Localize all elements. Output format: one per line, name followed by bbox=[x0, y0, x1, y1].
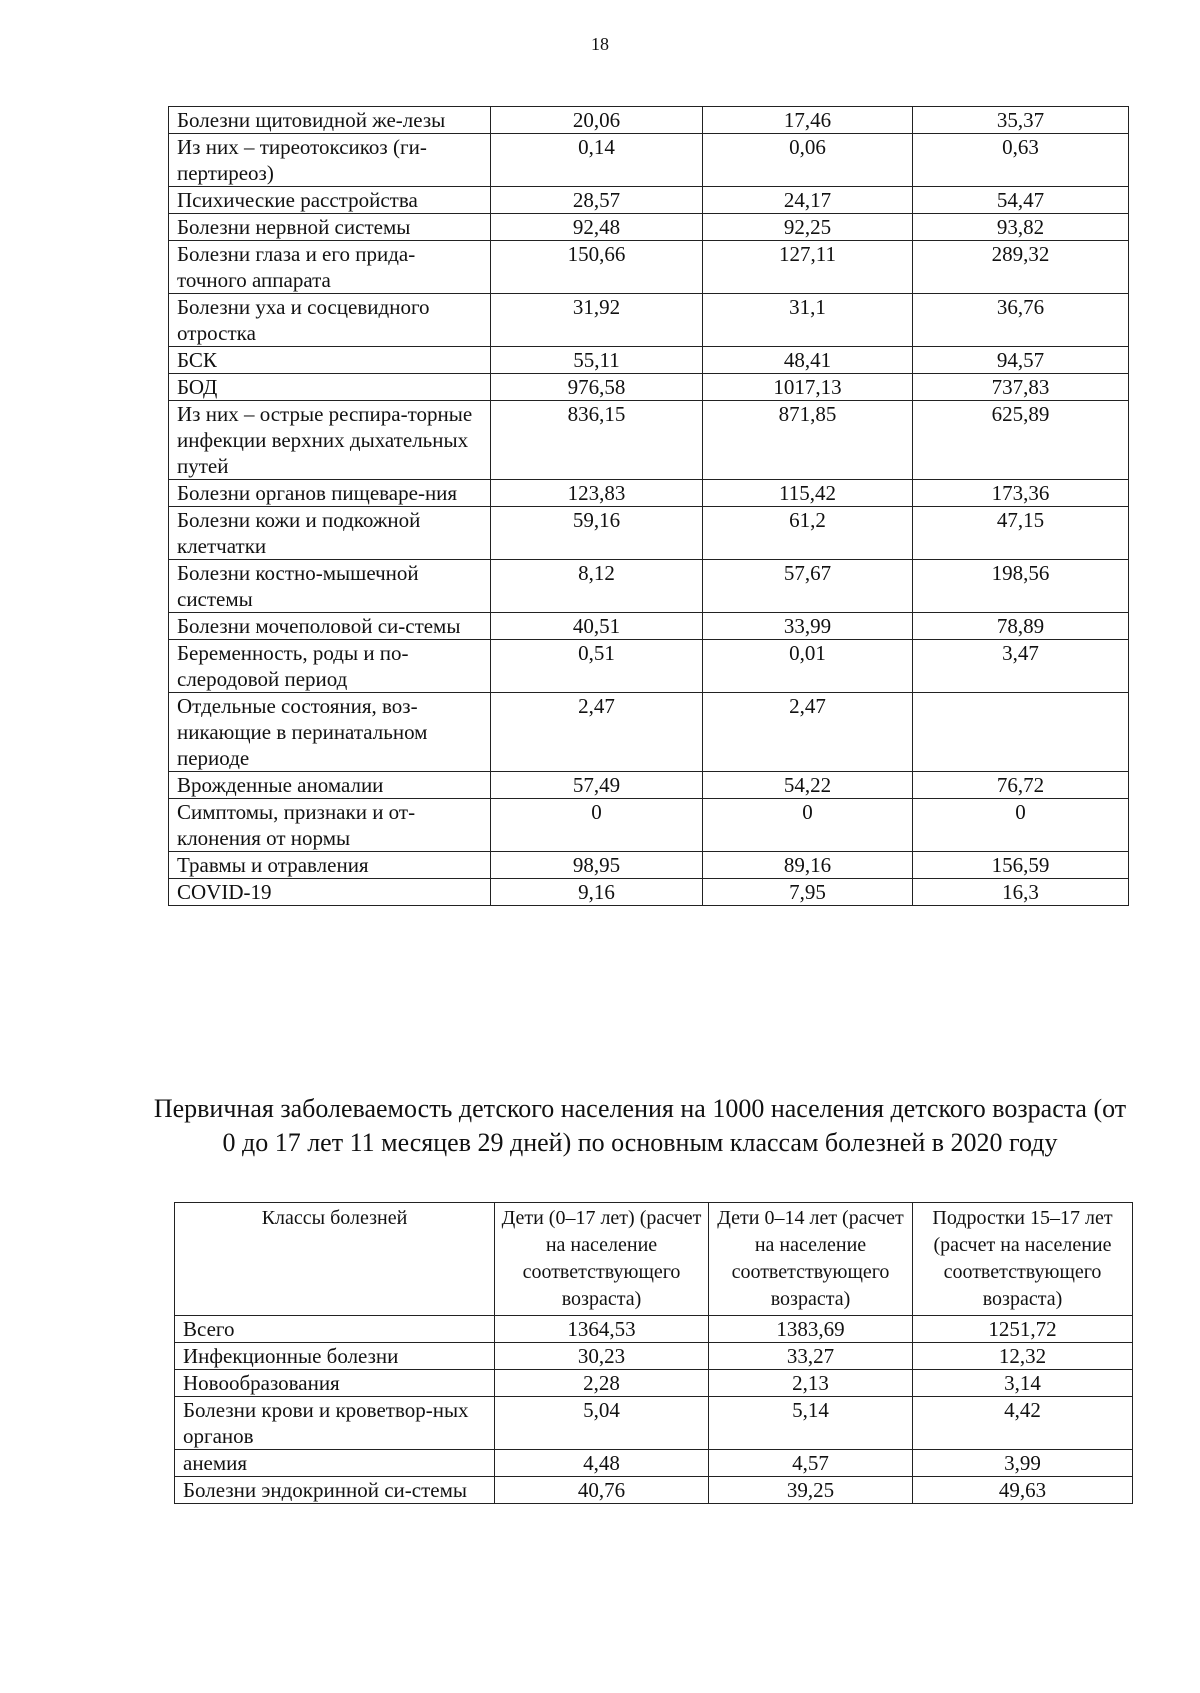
value-cell: 40,51 bbox=[491, 613, 703, 640]
value-cell: 1017,13 bbox=[703, 374, 913, 401]
table-row bbox=[169, 401, 1129, 480]
value-cell: 0 bbox=[913, 799, 1129, 852]
value-cell: 39,25 bbox=[709, 1477, 913, 1504]
table-row bbox=[169, 347, 1129, 374]
value-cell bbox=[913, 693, 1129, 772]
value-cell: 12,32 bbox=[913, 1343, 1133, 1370]
value-cell: 59,16 bbox=[491, 507, 703, 560]
child-morbidity-table bbox=[174, 1202, 1133, 1504]
value-cell: 5,14 bbox=[709, 1397, 913, 1450]
table-row bbox=[169, 560, 1129, 613]
value-cell: 94,57 bbox=[913, 347, 1129, 374]
value-cell: 2,13 bbox=[709, 1370, 913, 1397]
value-cell: 198,56 bbox=[913, 560, 1129, 613]
value-cell: 33,27 bbox=[709, 1343, 913, 1370]
value-cell: 93,82 bbox=[913, 214, 1129, 241]
value-cell: 115,42 bbox=[703, 480, 913, 507]
table-row bbox=[169, 507, 1129, 560]
value-cell: 61,2 bbox=[703, 507, 913, 560]
value-cell: 54,22 bbox=[703, 772, 913, 799]
value-cell: 3,47 bbox=[913, 640, 1129, 693]
column-header-children-0-14: Дети 0–14 лет (расчет на население соответствующего возраста) bbox=[709, 1203, 913, 1316]
value-cell: 48,41 bbox=[703, 347, 913, 374]
value-cell: 33,99 bbox=[703, 613, 913, 640]
disease-class-cell: Болезни щитовидной же-лезы bbox=[169, 107, 491, 134]
value-cell: 0 bbox=[703, 799, 913, 852]
table-row bbox=[169, 107, 1129, 134]
disease-class-cell: Психические расстройства bbox=[169, 187, 491, 214]
value-cell: 24,17 bbox=[703, 187, 913, 214]
column-header-disease-class: Классы болезней bbox=[175, 1203, 495, 1316]
value-cell: 30,23 bbox=[495, 1343, 709, 1370]
value-cell: 98,95 bbox=[491, 852, 703, 879]
table-row bbox=[175, 1343, 1133, 1370]
disease-class-cell: БОД bbox=[169, 374, 491, 401]
value-cell: 1383,69 bbox=[709, 1316, 913, 1343]
value-cell: 78,89 bbox=[913, 613, 1129, 640]
disease-class-cell: Новообразования bbox=[175, 1370, 495, 1397]
value-cell: 40,76 bbox=[495, 1477, 709, 1504]
disease-class-cell: анемия bbox=[175, 1450, 495, 1477]
disease-class-cell: Врожденные аномалии bbox=[169, 772, 491, 799]
value-cell: 4,48 bbox=[495, 1450, 709, 1477]
table-row bbox=[169, 294, 1129, 347]
value-cell: 89,16 bbox=[703, 852, 913, 879]
disease-class-cell: Беременность, роды и по-слеродовой период bbox=[169, 640, 491, 693]
disease-class-cell: Болезни кожи и подкожной клетчатки bbox=[169, 507, 491, 560]
value-cell: 55,11 bbox=[491, 347, 703, 374]
disease-class-cell: БСК bbox=[169, 347, 491, 374]
value-cell: 3,14 bbox=[913, 1370, 1133, 1397]
disease-class-cell: COVID-19 bbox=[169, 879, 491, 906]
disease-class-cell: Болезни мочеполовой си-стемы bbox=[169, 613, 491, 640]
value-cell: 57,49 bbox=[491, 772, 703, 799]
value-cell: 836,15 bbox=[491, 401, 703, 480]
disease-class-cell: Болезни эндокринной си-стемы bbox=[175, 1477, 495, 1504]
disease-class-cell: Из них – тиреотоксикоз (ги-пертиреоз) bbox=[169, 134, 491, 187]
value-cell: 17,46 bbox=[703, 107, 913, 134]
disease-class-cell: Болезни нервной системы bbox=[169, 214, 491, 241]
value-cell: 16,3 bbox=[913, 879, 1129, 906]
value-cell: 4,57 bbox=[709, 1450, 913, 1477]
value-cell: 31,92 bbox=[491, 294, 703, 347]
page-number: 18 bbox=[591, 34, 609, 54]
value-cell: 4,42 bbox=[913, 1397, 1133, 1450]
value-cell: 7,95 bbox=[703, 879, 913, 906]
value-cell: 289,32 bbox=[913, 241, 1129, 294]
table-row bbox=[175, 1397, 1133, 1450]
value-cell: 976,58 bbox=[491, 374, 703, 401]
value-cell: 49,63 bbox=[913, 1477, 1133, 1504]
column-header-adolescents-15-17: Подростки 15–17 лет (расчет на население соответствующего возраста) bbox=[913, 1203, 1133, 1316]
table-row bbox=[169, 693, 1129, 772]
table-row bbox=[175, 1477, 1133, 1504]
value-cell: 0,14 bbox=[491, 134, 703, 187]
table-row bbox=[169, 772, 1129, 799]
value-cell: 737,83 bbox=[913, 374, 1129, 401]
table-row bbox=[175, 1316, 1133, 1343]
disease-class-cell: Из них – острые респира-торные инфекции верхних дыхательных путей bbox=[169, 401, 491, 480]
value-cell: 47,15 bbox=[913, 507, 1129, 560]
disease-class-cell: Инфекционные болезни bbox=[175, 1343, 495, 1370]
value-cell: 1364,53 bbox=[495, 1316, 709, 1343]
table-row bbox=[175, 1450, 1133, 1477]
value-cell: 1251,72 bbox=[913, 1316, 1133, 1343]
value-cell: 54,47 bbox=[913, 187, 1129, 214]
value-cell: 2,47 bbox=[703, 693, 913, 772]
table-row bbox=[169, 852, 1129, 879]
value-cell: 57,67 bbox=[703, 560, 913, 613]
disease-class-cell: Болезни костно-мышечной системы bbox=[169, 560, 491, 613]
value-cell: 92,25 bbox=[703, 214, 913, 241]
value-cell: 20,06 bbox=[491, 107, 703, 134]
column-header-children-0-17: Дети (0–17 лет) (расчет на население соответствующего возраста) bbox=[495, 1203, 709, 1316]
value-cell: 625,89 bbox=[913, 401, 1129, 480]
value-cell: 0,63 bbox=[913, 134, 1129, 187]
value-cell: 28,57 bbox=[491, 187, 703, 214]
value-cell: 150,66 bbox=[491, 241, 703, 294]
disease-class-cell: Болезни крови и кроветвор-ных органов bbox=[175, 1397, 495, 1450]
value-cell: 8,12 bbox=[491, 560, 703, 613]
section-title: Первичная заболеваемость детского населения на 1000 населения детского возраста (от 0 до 17 лет 11 месяцев 29 дней) по основным классам болезней в 2020 году bbox=[153, 1094, 1127, 1157]
value-cell: 31,1 bbox=[703, 294, 913, 347]
value-cell: 76,72 bbox=[913, 772, 1129, 799]
value-cell: 3,99 bbox=[913, 1450, 1133, 1477]
table-row bbox=[169, 214, 1129, 241]
disease-class-cell: Болезни глаза и его прида-точного аппарата bbox=[169, 241, 491, 294]
morbidity-table-continued bbox=[168, 106, 1129, 906]
table-row bbox=[169, 480, 1129, 507]
table-row bbox=[169, 134, 1129, 187]
disease-class-cell: Болезни уха и сосцевидного отростка bbox=[169, 294, 491, 347]
value-cell: 0,06 bbox=[703, 134, 913, 187]
value-cell: 156,59 bbox=[913, 852, 1129, 879]
value-cell: 173,36 bbox=[913, 480, 1129, 507]
value-cell: 0,01 bbox=[703, 640, 913, 693]
value-cell: 871,85 bbox=[703, 401, 913, 480]
disease-class-cell: Болезни органов пищеваре-ния bbox=[169, 480, 491, 507]
table-row bbox=[169, 799, 1129, 852]
disease-class-cell: Всего bbox=[175, 1316, 495, 1343]
disease-class-cell: Отдельные состояния, воз-никающие в перинатальном периоде bbox=[169, 693, 491, 772]
disease-class-cell: Травмы и отравления bbox=[169, 852, 491, 879]
table-row bbox=[169, 374, 1129, 401]
table-header-row bbox=[175, 1203, 1133, 1316]
value-cell: 0 bbox=[491, 799, 703, 852]
table-row bbox=[175, 1370, 1133, 1397]
value-cell: 92,48 bbox=[491, 214, 703, 241]
table-row bbox=[169, 241, 1129, 294]
value-cell: 127,11 bbox=[703, 241, 913, 294]
value-cell: 2,47 bbox=[491, 693, 703, 772]
value-cell: 9,16 bbox=[491, 879, 703, 906]
table-row bbox=[169, 640, 1129, 693]
value-cell: 0,51 bbox=[491, 640, 703, 693]
table-row bbox=[169, 613, 1129, 640]
value-cell: 123,83 bbox=[491, 480, 703, 507]
value-cell: 5,04 bbox=[495, 1397, 709, 1450]
table-row bbox=[169, 879, 1129, 906]
disease-class-cell: Симптомы, признаки и от-клонения от нормы bbox=[169, 799, 491, 852]
value-cell: 36,76 bbox=[913, 294, 1129, 347]
table-row bbox=[169, 187, 1129, 214]
value-cell: 2,28 bbox=[495, 1370, 709, 1397]
value-cell: 35,37 bbox=[913, 107, 1129, 134]
